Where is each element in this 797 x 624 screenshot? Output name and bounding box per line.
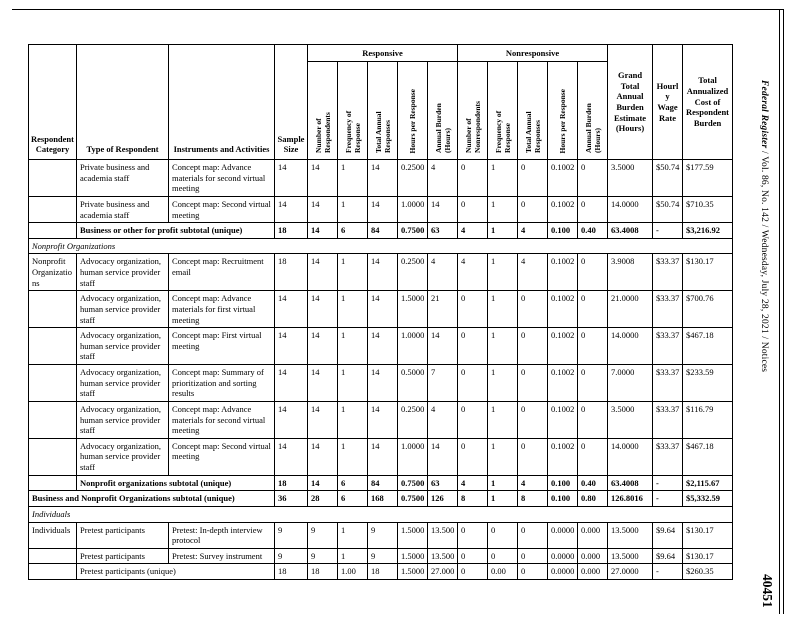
instrument-cell: Concept map: Recruitment email (169, 254, 275, 291)
value-cell: 0.5000 (398, 365, 428, 402)
value-cell: $33.37 (653, 365, 683, 402)
value-cell: 0 (578, 196, 608, 222)
type-cell: Advocacy organization, human service provider staff (77, 365, 169, 402)
group-header-nonresponsive: Nonresponsive (458, 45, 608, 62)
value-cell: 21 (428, 291, 458, 328)
value-cell: $33.37 (653, 291, 683, 328)
rotated-header-number-of-respondents (308, 62, 338, 160)
table-body (29, 160, 733, 580)
value-cell: 0.1002 (548, 438, 578, 475)
data-row (29, 548, 733, 564)
instrument-cell: Concept map: Second virtual meeting (169, 438, 275, 475)
value-cell: 4 (428, 254, 458, 291)
category-cell: Individuals (29, 522, 77, 548)
category-cell (29, 401, 77, 438)
data-row (29, 365, 733, 402)
value-cell: 0 (518, 522, 548, 548)
type-cell: Advocacy organization, human service provider staff (77, 291, 169, 328)
value-cell: 0 (458, 291, 488, 328)
type-cell: Private business and academia staff (77, 160, 169, 197)
col-header-type-of-respondent: Type of Respondent (77, 45, 169, 160)
value-cell: 0.0000 (548, 522, 578, 548)
value-cell: $116.79 (683, 401, 733, 438)
rotated-header-label: Total Annual Responses (523, 111, 542, 154)
value-cell: 14 (275, 328, 308, 365)
value-cell: $33.37 (653, 438, 683, 475)
col-header-sample-size: Sample Size (275, 45, 308, 160)
value-cell: 14 (428, 196, 458, 222)
value-cell: $710.35 (683, 196, 733, 222)
value-cell: 21.0000 (608, 291, 653, 328)
value-cell: 14 (275, 160, 308, 197)
value-cell: 1 (488, 401, 518, 438)
value-cell: $5,332.59 (683, 491, 733, 507)
value-cell: 18 (275, 223, 308, 239)
value-cell: 0.1002 (548, 196, 578, 222)
value-cell: 14 (368, 401, 398, 438)
top-rule (12, 9, 783, 10)
type-cell: Advocacy organization, human service provider staff (77, 438, 169, 475)
value-cell: 14.0000 (608, 196, 653, 222)
data-row (29, 196, 733, 222)
value-cell: 1 (338, 365, 368, 402)
value-cell: 1 (488, 254, 518, 291)
running-head (759, 80, 769, 372)
value-cell: 63 (428, 475, 458, 491)
value-cell: - (653, 564, 683, 580)
value-cell: 14 (428, 438, 458, 475)
rotated-header-label: Annual Burden (Hours) (583, 103, 602, 154)
value-cell: 14 (428, 328, 458, 365)
value-cell: $233.59 (683, 365, 733, 402)
data-row (29, 160, 733, 197)
value-cell: 14 (308, 291, 338, 328)
value-cell: 0 (518, 291, 548, 328)
instrument-cell: Pretest: In-depth interview protocol (169, 522, 275, 548)
value-cell: $260.35 (683, 564, 733, 580)
value-cell: 126 (428, 491, 458, 507)
page-number: 40451 (760, 574, 775, 608)
value-cell: $177.59 (683, 160, 733, 197)
value-cell: 1.5000 (398, 522, 428, 548)
rotated-header-hours-per-response (398, 62, 428, 160)
value-cell: 0 (578, 328, 608, 365)
category-cell (29, 160, 77, 197)
value-cell: 1.5000 (398, 291, 428, 328)
value-cell: 14 (308, 160, 338, 197)
value-cell: 1.0000 (398, 328, 428, 365)
value-cell: 9 (368, 522, 398, 548)
value-cell: 14 (308, 328, 338, 365)
value-cell: 14 (368, 365, 398, 402)
value-cell: 0 (518, 328, 548, 365)
value-cell: $33.37 (653, 328, 683, 365)
value-cell: 13.5000 (608, 522, 653, 548)
rotated-header-hours-per-response-nr (548, 62, 578, 160)
value-cell: 18 (275, 254, 308, 291)
rotated-header-label: Hours per Response (558, 88, 567, 154)
value-cell: 0 (578, 291, 608, 328)
value-cell: 14.0000 (608, 438, 653, 475)
value-cell: 0.1002 (548, 365, 578, 402)
value-cell: $700.76 (683, 291, 733, 328)
category-cell (29, 365, 77, 402)
value-cell: 0 (578, 401, 608, 438)
subtotal-label: Nonprofit organizations subtotal (unique) (77, 475, 275, 491)
instrument-cell: Concept map: Advance materials for first virtual meeting (169, 291, 275, 328)
subtotal-label: Pretest participants (unique) (77, 564, 275, 580)
type-cell: Advocacy organization, human service provider staff (77, 401, 169, 438)
value-cell: 18 (368, 564, 398, 580)
category-cell (29, 564, 77, 580)
rotated-header-label: Number of Respondents (313, 112, 332, 154)
value-cell: 0 (518, 548, 548, 564)
data-row (29, 328, 733, 365)
rotated-header-frequency-of-response (338, 62, 368, 160)
section-row (29, 238, 733, 254)
value-cell: 4 (518, 254, 548, 291)
value-cell: 4 (428, 401, 458, 438)
value-cell: 6 (338, 491, 368, 507)
burden-table (28, 44, 733, 580)
value-cell: 14 (308, 196, 338, 222)
rotated-header-number-of-nonrespondents (458, 62, 488, 160)
value-cell: $50.74 (653, 196, 683, 222)
group-header-responsive: Responsive (308, 45, 458, 62)
col-header-respondent-category: Respondent Category (29, 45, 77, 160)
rotated-header-total-annual-responses-nr (518, 62, 548, 160)
value-cell: 1 (488, 160, 518, 197)
instrument-cell: Concept map: First virtual meeting (169, 328, 275, 365)
value-cell: $130.17 (683, 548, 733, 564)
value-cell: 1.00 (338, 564, 368, 580)
value-cell: 1.0000 (398, 196, 428, 222)
section-row (29, 506, 733, 522)
type-cell: Advocacy organization, human service provider staff (77, 254, 169, 291)
category-cell (29, 438, 77, 475)
value-cell: 0 (518, 365, 548, 402)
value-cell: 14 (368, 328, 398, 365)
running-head-journal-title: Federal Register (759, 80, 769, 149)
value-cell: 0 (518, 196, 548, 222)
value-cell: 14 (368, 438, 398, 475)
value-cell: 63 (428, 223, 458, 239)
value-cell: 126.8016 (608, 491, 653, 507)
value-cell: 0.000 (578, 548, 608, 564)
value-cell: 0 (458, 401, 488, 438)
value-cell: 9 (308, 522, 338, 548)
value-cell: 0 (458, 328, 488, 365)
value-cell: 13.500 (428, 522, 458, 548)
value-cell: 0 (518, 160, 548, 197)
value-cell: 0 (578, 438, 608, 475)
value-cell: 0.000 (578, 522, 608, 548)
value-cell: - (653, 475, 683, 491)
data-row (29, 401, 733, 438)
value-cell: 0.40 (578, 475, 608, 491)
value-cell: 1 (338, 328, 368, 365)
value-cell: 0 (578, 254, 608, 291)
value-cell: 1 (488, 475, 518, 491)
value-cell: $467.18 (683, 328, 733, 365)
rotated-header-label: Hours per Response (408, 88, 417, 154)
value-cell: 0 (458, 548, 488, 564)
value-cell: 14 (275, 365, 308, 402)
category-cell (29, 196, 77, 222)
rotated-header-label: Frequency of Response (343, 111, 362, 154)
value-cell: $9.64 (653, 522, 683, 548)
value-cell: 0 (458, 522, 488, 548)
rotated-header-annual-burden-hours (428, 62, 458, 160)
value-cell: 18 (275, 475, 308, 491)
value-cell: 14 (308, 365, 338, 402)
value-cell: 13.5000 (608, 548, 653, 564)
value-cell: 14 (275, 401, 308, 438)
value-cell: 0 (518, 438, 548, 475)
value-cell: 0 (518, 564, 548, 580)
value-cell: 4 (458, 254, 488, 291)
value-cell: $467.18 (683, 438, 733, 475)
value-cell: 9 (275, 522, 308, 548)
value-cell: 14 (308, 223, 338, 239)
value-cell: 0.7500 (398, 475, 428, 491)
value-cell: 0 (488, 522, 518, 548)
subtotal-row (29, 223, 733, 239)
value-cell: $33.37 (653, 254, 683, 291)
value-cell: 1 (488, 223, 518, 239)
value-cell: 14.0000 (608, 328, 653, 365)
value-cell: - (653, 491, 683, 507)
value-cell: 1.5000 (398, 564, 428, 580)
value-cell: 0 (458, 438, 488, 475)
table-header (29, 45, 733, 160)
value-cell: 0 (458, 196, 488, 222)
instrument-cell: Concept map: Advance materials for second virtual meeting (169, 401, 275, 438)
type-cell: Advocacy organization, human service provider staff (77, 328, 169, 365)
value-cell: 0.100 (548, 491, 578, 507)
value-cell: 14 (275, 291, 308, 328)
value-cell: 1 (338, 438, 368, 475)
value-cell: 9 (308, 548, 338, 564)
value-cell: 0 (578, 160, 608, 197)
value-cell: 3.9008 (608, 254, 653, 291)
value-cell: 1 (338, 522, 368, 548)
value-cell: 7 (428, 365, 458, 402)
value-cell: 0.2500 (398, 160, 428, 197)
value-cell: 14 (368, 291, 398, 328)
value-cell: 0.0000 (548, 564, 578, 580)
value-cell: $130.17 (683, 254, 733, 291)
category-cell (29, 328, 77, 365)
col-header-total-annualized-cost: Total Annualized Cost of Respondent Burden (683, 45, 733, 160)
value-cell: 0 (458, 160, 488, 197)
value-cell: 0.000 (578, 564, 608, 580)
rotated-header-frequency-of-response-nr (488, 62, 518, 160)
col-header-grand-total-burden: Grand Total Annual Burden Estimate (Hours) (608, 45, 653, 160)
value-cell: - (653, 223, 683, 239)
category-cell (29, 223, 77, 239)
value-cell: 1 (488, 328, 518, 365)
value-cell: 3.5000 (608, 401, 653, 438)
value-cell: 4 (518, 223, 548, 239)
value-cell: 1 (488, 438, 518, 475)
subtotal-row (29, 491, 733, 507)
value-cell: 14 (308, 254, 338, 291)
value-cell: 0.1002 (548, 254, 578, 291)
type-cell: Pretest participants (77, 522, 169, 548)
value-cell: $2,115.67 (683, 475, 733, 491)
value-cell: $33.37 (653, 401, 683, 438)
subtotal-row (29, 475, 733, 491)
value-cell: 1 (338, 196, 368, 222)
header-row-groups (29, 45, 733, 62)
value-cell: $50.74 (653, 160, 683, 197)
instrument-cell: Pretest: Survey instrument (169, 548, 275, 564)
subtotal-label: Business and Nonprofit Organizations subtotal (unique) (29, 491, 275, 507)
subtotal-row (29, 564, 733, 580)
value-cell: 14 (368, 254, 398, 291)
value-cell: 0.0000 (548, 548, 578, 564)
value-cell: 0.00 (488, 564, 518, 580)
value-cell: 14 (308, 475, 338, 491)
value-cell: 1.0000 (398, 438, 428, 475)
instrument-cell: Concept map: Second virtual meeting (169, 196, 275, 222)
value-cell: 6 (338, 223, 368, 239)
value-cell: 0 (458, 564, 488, 580)
col-header-hourly-wage-rate: Hourly Wage Rate (653, 45, 683, 160)
rotated-header-annual-burden-hours-nr (578, 62, 608, 160)
instrument-cell: Concept map: Advance materials for second virtual meeting (169, 160, 275, 197)
data-row (29, 254, 733, 291)
value-cell: 1 (338, 254, 368, 291)
value-cell: 0.7500 (398, 223, 428, 239)
value-cell: 0.100 (548, 223, 578, 239)
rotated-header-label: Annual Burden (Hours) (433, 103, 452, 154)
subtotal-label: Business or other for profit subtotal (unique) (77, 223, 275, 239)
value-cell: 1 (488, 196, 518, 222)
rotated-header-label: Frequency of Response (493, 111, 512, 154)
value-cell: 14 (308, 401, 338, 438)
category-cell (29, 548, 77, 564)
value-cell: 14 (275, 196, 308, 222)
value-cell: 14 (275, 438, 308, 475)
value-cell: 36 (275, 491, 308, 507)
value-cell: 1 (338, 291, 368, 328)
value-cell: 84 (368, 223, 398, 239)
value-cell: 4 (518, 475, 548, 491)
value-cell: 9 (275, 548, 308, 564)
value-cell: 1 (338, 401, 368, 438)
data-row (29, 438, 733, 475)
value-cell: 168 (368, 491, 398, 507)
value-cell: 1.5000 (398, 548, 428, 564)
value-cell: 0 (578, 365, 608, 402)
value-cell: 1 (488, 365, 518, 402)
rotated-header-total-annual-responses (368, 62, 398, 160)
category-cell (29, 291, 77, 328)
value-cell: 7.0000 (608, 365, 653, 402)
section-label: Nonprofit Organizations (29, 238, 733, 254)
value-cell: 1 (488, 491, 518, 507)
value-cell: 8 (518, 491, 548, 507)
value-cell: 1 (338, 548, 368, 564)
value-cell: 0.1002 (548, 160, 578, 197)
value-cell: 4 (458, 475, 488, 491)
value-cell: 0.1002 (548, 401, 578, 438)
value-cell: 8 (458, 491, 488, 507)
value-cell: 0.1002 (548, 328, 578, 365)
value-cell: $3,216.92 (683, 223, 733, 239)
category-cell: Nonprofit Organizations (29, 254, 77, 291)
value-cell: 0.100 (548, 475, 578, 491)
value-cell: 28 (308, 491, 338, 507)
page-edge-rule (779, 9, 784, 614)
type-cell: Private business and academia staff (77, 196, 169, 222)
value-cell: 27.0000 (608, 564, 653, 580)
value-cell: 0.80 (578, 491, 608, 507)
value-cell: 0.2500 (398, 401, 428, 438)
value-cell: 0 (458, 365, 488, 402)
value-cell: 0.1002 (548, 291, 578, 328)
category-cell (29, 475, 77, 491)
value-cell: 9 (368, 548, 398, 564)
value-cell: 0.40 (578, 223, 608, 239)
rotated-header-label: Total Annual Responses (373, 111, 392, 154)
value-cell: 14 (368, 160, 398, 197)
type-cell: Pretest participants (77, 548, 169, 564)
rotated-header-label: Number of Nonrespondents (463, 101, 482, 154)
value-cell: 4 (458, 223, 488, 239)
value-cell: 18 (308, 564, 338, 580)
value-cell: 0 (488, 548, 518, 564)
value-cell: 13.500 (428, 548, 458, 564)
col-header-instruments-and-activities: Instruments and Activities (169, 45, 275, 160)
value-cell: 3.5000 (608, 160, 653, 197)
value-cell: $130.17 (683, 522, 733, 548)
value-cell: 18 (275, 564, 308, 580)
value-cell: 63.4008 (608, 223, 653, 239)
value-cell: 6 (338, 475, 368, 491)
value-cell: 63.4008 (608, 475, 653, 491)
running-head-issue-info: / Vol. 86, No. 142 / Wednesday, July 28, 2021 / Notices (759, 148, 769, 373)
value-cell: 14 (308, 438, 338, 475)
value-cell: 14 (368, 196, 398, 222)
instrument-cell: Concept map: Summary of prioritization and sorting results (169, 365, 275, 402)
value-cell: 1 (338, 160, 368, 197)
value-cell: 0 (518, 401, 548, 438)
value-cell: 0.2500 (398, 254, 428, 291)
section-label: Individuals (29, 506, 733, 522)
value-cell: 4 (428, 160, 458, 197)
value-cell: 1 (488, 291, 518, 328)
value-cell: $9.64 (653, 548, 683, 564)
value-cell: 84 (368, 475, 398, 491)
data-row (29, 522, 733, 548)
value-cell: 27.000 (428, 564, 458, 580)
data-row (29, 291, 733, 328)
value-cell: 0.7500 (398, 491, 428, 507)
